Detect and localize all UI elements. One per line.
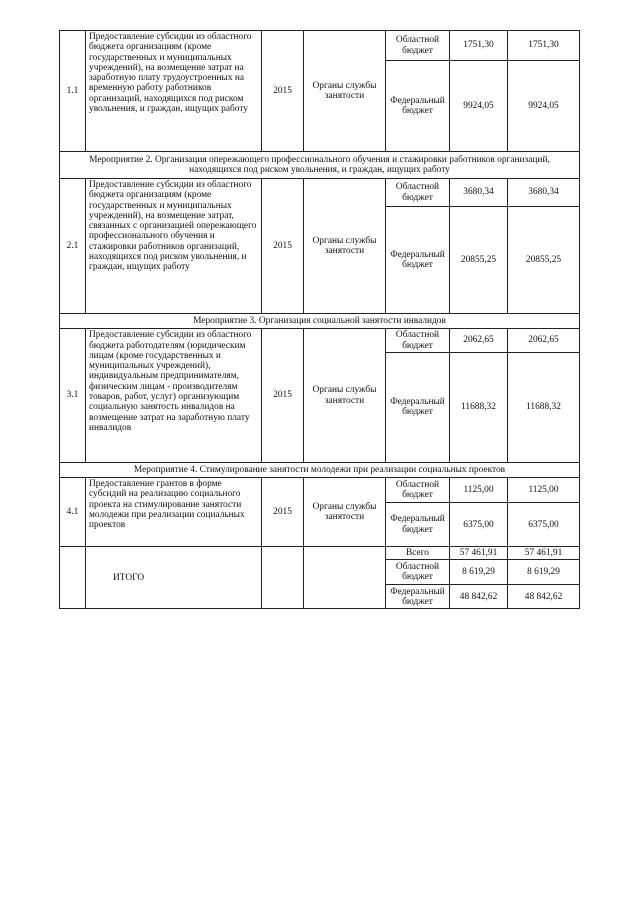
funding-value-total: 2062,65 (508, 329, 580, 353)
total-number-cell (60, 547, 86, 609)
funding-source: Всего (386, 547, 450, 560)
funding-value: 20855,25 (450, 207, 508, 314)
funding-value-total: 57 461,91 (508, 547, 580, 560)
measure-heading: Мероприятие 4. Стимулирование занятости молодежи при реализации социальных проектов (60, 462, 580, 477)
funding-source: Областной бюджет (386, 31, 450, 61)
funding-value-total: 1751,30 (508, 31, 580, 61)
measure-heading-row (60, 462, 580, 477)
funding-source: Федеральный бюджет (386, 503, 450, 547)
funding-value-total: 9924,05 (508, 61, 580, 152)
funding-source: Областной бюджет (386, 560, 450, 585)
total-label: ИТОГО (86, 547, 262, 609)
funding-value: 8 619,29 (450, 560, 508, 585)
funding-source: Областной бюджет (386, 478, 450, 503)
table-row (60, 329, 580, 353)
funding-value-total: 20855,25 (508, 207, 580, 314)
row-description: Предоставление субсидии из областного бюджета работодателям (юридическим лицам (кроме государственных и муниципальных учреждений), индивидуальным предпринимателям, физическим лицам - производителям товаров, работ, услуг) организующим социальную занятость инвалидов на возмещение затрат на заработную плату инвалидов (86, 329, 262, 463)
row-executor: Органы службы занятости (304, 31, 386, 152)
funding-source: Федеральный бюджет (386, 352, 450, 462)
row-number: 4.1 (60, 478, 86, 547)
measure-heading-row (60, 314, 580, 329)
measure-heading-row (60, 152, 580, 179)
funding-source: Федеральный бюджет (386, 585, 450, 609)
funding-value: 2062,65 (450, 329, 508, 353)
funding-value-total: 8 619,29 (508, 560, 580, 585)
program-funding-table (59, 30, 580, 609)
funding-value: 1751,30 (450, 31, 508, 61)
total-year-cell (262, 547, 304, 609)
funding-value-total: 6375,00 (508, 503, 580, 547)
funding-value-total: 11688,32 (508, 352, 580, 462)
row-number: 1.1 (60, 31, 86, 152)
row-year: 2015 (262, 478, 304, 547)
row-executor: Органы службы занятости (304, 179, 386, 314)
measure-heading: Мероприятие 2. Организация опережающего профессионального обучения и стажировки работников организаций, находящихся под риском увольнения, и граждан, ищущих работу (60, 152, 580, 179)
funding-value-total: 3680,34 (508, 179, 580, 207)
row-year: 2015 (262, 329, 304, 463)
row-number: 3.1 (60, 329, 86, 463)
row-executor: Органы службы занятости (304, 478, 386, 547)
table-row (60, 478, 580, 503)
measure-heading: Мероприятие 3. Организация социальной занятости инвалидов (60, 314, 580, 329)
row-description: Предоставление субсидии из областного бюджета организациям (кроме государственных и муниципальных учреждений), на возмещение затрат, связанных с организацией опережающего профессионального обучения и стажировки работников организаций, находящихся под риском увольнения, и граждан, ищущих работу (86, 179, 262, 314)
total-row (60, 547, 580, 560)
row-year: 2015 (262, 179, 304, 314)
funding-value: 57 461,91 (450, 547, 508, 560)
funding-source: Федеральный бюджет (386, 61, 450, 152)
funding-value-total: 48 842,62 (508, 585, 580, 609)
funding-value: 1125,00 (450, 478, 508, 503)
row-executor: Органы службы занятости (304, 329, 386, 463)
row-number: 2.1 (60, 179, 86, 314)
funding-value: 9924,05 (450, 61, 508, 152)
funding-value: 48 842,62 (450, 585, 508, 609)
funding-source: Областной бюджет (386, 179, 450, 207)
funding-value: 3680,34 (450, 179, 508, 207)
funding-source: Федеральный бюджет (386, 207, 450, 314)
funding-value-total: 1125,00 (508, 478, 580, 503)
total-executor-cell (304, 547, 386, 609)
funding-value: 11688,32 (450, 352, 508, 462)
table-row (60, 179, 580, 207)
funding-source: Областной бюджет (386, 329, 450, 353)
row-description: Предоставление грантов в форме субсидий на реализацию социального проекта на стимулирование занятости молодежи при реализации социальных проектов (86, 478, 262, 547)
funding-value: 6375,00 (450, 503, 508, 547)
row-description: Предоставление субсидии из областного бюджета организациям (кроме государственных и муниципальных учреждений), на возмещение затрат на заработную плату трудоустроенных на временную работу работников организаций, находящихся под риском увольнения, и граждан, ищущих работу (86, 31, 262, 152)
table-row (60, 31, 580, 61)
row-year: 2015 (262, 31, 304, 152)
